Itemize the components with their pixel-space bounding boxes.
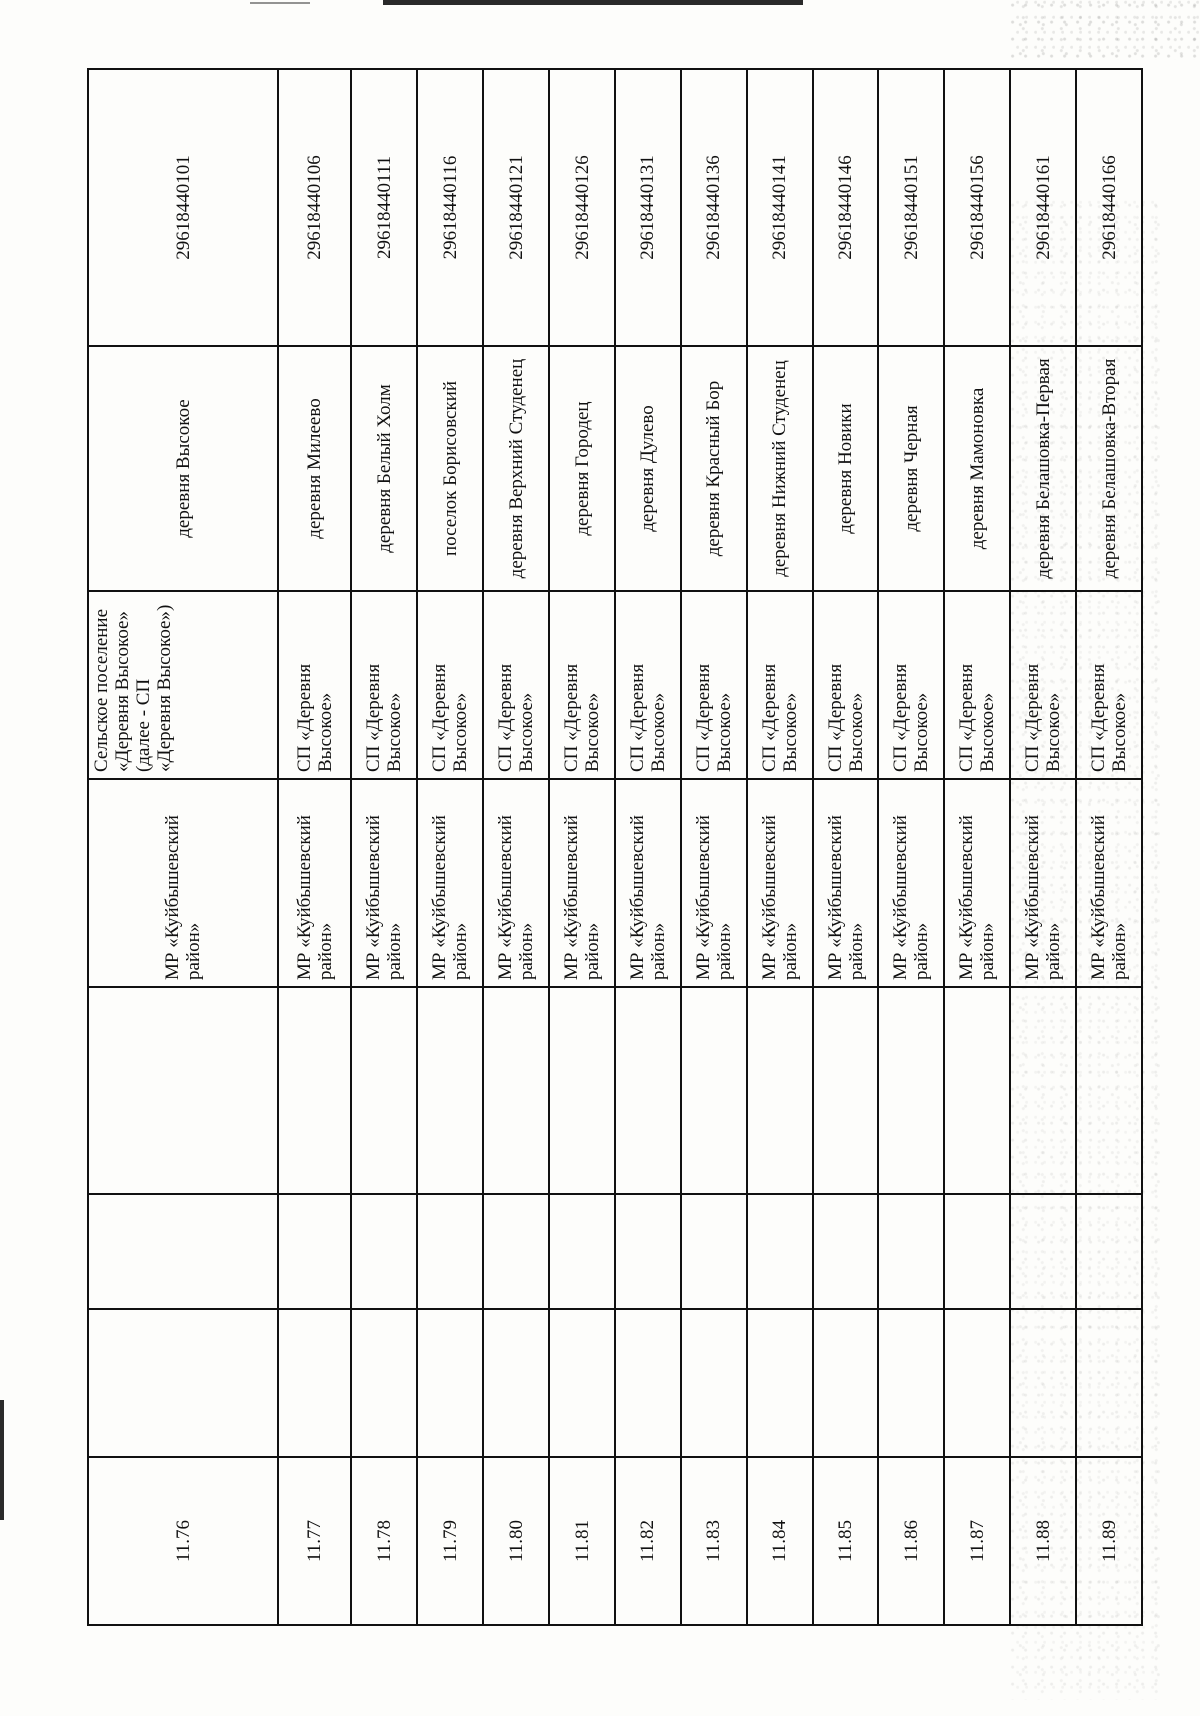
rotated-table-wrapper [87,70,1143,1626]
locality-name: деревня Белашовка-Первая [1010,346,1076,591]
empty-cell [747,987,813,1194]
empty-cell [1010,987,1076,1194]
municipal-district: МР «Куйбышевский район» [878,779,944,987]
locality-name: деревня Нижний Студенец [747,346,813,591]
empty-cell [1076,1194,1142,1309]
row-number: 11.87 [944,1457,1010,1625]
empty-cell [681,1194,747,1309]
oktmo-code: 29618440136 [681,69,747,346]
rural-settlement: СП «Деревня Высокое» [549,591,615,779]
table-row [549,69,615,1625]
locality-name: деревня Красный Бор [681,346,747,591]
table-row [681,69,747,1625]
empty-cell [417,987,483,1194]
row-number: 11.89 [1076,1457,1142,1625]
row-number: 11.76 [88,1457,278,1625]
row-number: 11.80 [483,1457,549,1625]
locality-name: деревня Новики [813,346,879,591]
table-row [88,69,278,1625]
empty-cell [813,987,879,1194]
oktmo-code: 29618440106 [278,69,351,346]
empty-cell [1076,1309,1142,1457]
empty-cell [417,1309,483,1457]
empty-cell [878,1194,944,1309]
rural-settlement: СП «Деревня Высокое» [615,591,681,779]
empty-cell [88,1194,278,1309]
oktmo-code: 29618440151 [878,69,944,346]
table-row [483,69,549,1625]
empty-cell [1010,1309,1076,1457]
rural-settlement: СП «Деревня Высокое» [1010,591,1076,779]
municipal-district: МР «Куйбышевский район» [615,779,681,987]
rural-settlement: СП «Деревня Высокое» [878,591,944,779]
empty-cell [747,1194,813,1309]
row-number: 11.85 [813,1457,879,1625]
table-row [278,69,351,1625]
oktmo-code: 29618440166 [1076,69,1142,346]
scan-line-top-left [250,2,310,4]
table-row [351,69,417,1625]
row-number: 11.88 [1010,1457,1076,1625]
municipal-district: МР «Куйбышевский район» [417,779,483,987]
empty-cell [878,987,944,1194]
locality-name: поселок Борисовский [417,346,483,591]
oktmo-code: 29618440126 [549,69,615,346]
empty-cell [351,987,417,1194]
rural-settlement: СП «Деревня Высокое» [351,591,417,779]
municipal-district: МР «Куйбышевский район» [88,779,278,987]
row-number: 11.82 [615,1457,681,1625]
oktmo-code: 29618440111 [351,69,417,346]
locality-name: деревня Высокое [88,346,278,591]
empty-cell [615,987,681,1194]
empty-cell [615,1309,681,1457]
row-number: 11.81 [549,1457,615,1625]
empty-cell [1010,1194,1076,1309]
empty-cell [483,987,549,1194]
municipal-district: МР «Куйбышевский район» [549,779,615,987]
rural-settlement: СП «Деревня Высокое» [278,591,351,779]
scan-line-top [383,0,803,5]
empty-cell [813,1309,879,1457]
row-number: 11.84 [747,1457,813,1625]
oktmo-code: 29618440156 [944,69,1010,346]
empty-cell [813,1194,879,1309]
table-row [615,69,681,1625]
empty-cell [278,1194,351,1309]
empty-cell [483,1309,549,1457]
empty-cell [681,987,747,1194]
locality-name: деревня Городец [549,346,615,591]
locality-name: деревня Мамоновка [944,346,1010,591]
empty-cell [747,1309,813,1457]
rural-settlement: СП «Деревня Высокое» [681,591,747,779]
rural-settlement: СП «Деревня Высокое» [483,591,549,779]
table-row [747,69,813,1625]
rural-settlement: СП «Деревня Высокое» [944,591,1010,779]
locality-name: деревня Белашовка-Вторая [1076,346,1142,591]
row-number: 11.83 [681,1457,747,1625]
empty-cell [351,1309,417,1457]
empty-cell [417,1194,483,1309]
table-row [1076,69,1142,1625]
rural-settlement: Сельское поселение «Деревня Высокое» (далее - СП «Деревня Высокое») [88,591,278,779]
rural-settlement: СП «Деревня Высокое» [747,591,813,779]
empty-cell [615,1194,681,1309]
scan-edge-left [0,1400,4,1520]
oktmo-code: 29618440131 [615,69,681,346]
empty-cell [681,1309,747,1457]
locality-name: деревня Черная [878,346,944,591]
settlements-table [87,68,1143,1626]
oktmo-code: 29618440101 [88,69,278,346]
municipal-district: МР «Куйбышевский район» [944,779,1010,987]
municipal-district: МР «Куйбышевский район» [681,779,747,987]
empty-cell [549,1309,615,1457]
locality-name: деревня Белый Холм [351,346,417,591]
locality-name: деревня Дулево [615,346,681,591]
row-number: 11.78 [351,1457,417,1625]
rural-settlement: СП «Деревня Высокое» [813,591,879,779]
rural-settlement: СП «Деревня Высокое» [417,591,483,779]
municipal-district: МР «Куйбышевский район» [351,779,417,987]
empty-cell [878,1309,944,1457]
municipal-district: МР «Куйбышевский район» [278,779,351,987]
locality-name: деревня Милеево [278,346,351,591]
scan-noise-top-right [1010,0,1200,60]
table-row [813,69,879,1625]
municipal-district: МР «Куйбышевский район» [1076,779,1142,987]
empty-cell [549,987,615,1194]
rural-settlement: СП «Деревня Высокое» [1076,591,1142,779]
empty-cell [351,1194,417,1309]
municipal-district: МР «Куйбышевский район» [483,779,549,987]
empty-cell [278,987,351,1194]
table-row [944,69,1010,1625]
row-number: 11.77 [278,1457,351,1625]
table-row [878,69,944,1625]
empty-cell [1076,987,1142,1194]
empty-cell [483,1194,549,1309]
municipal-district: МР «Куйбышевский район» [813,779,879,987]
oktmo-code: 29618440141 [747,69,813,346]
oktmo-code: 29618440146 [813,69,879,346]
empty-cell [278,1309,351,1457]
table-row [417,69,483,1625]
row-number: 11.79 [417,1457,483,1625]
municipal-district: МР «Куйбышевский район» [747,779,813,987]
oktmo-code: 29618440116 [417,69,483,346]
empty-cell [88,987,278,1194]
empty-cell [88,1309,278,1457]
table-row [1010,69,1076,1625]
oktmo-code: 29618440161 [1010,69,1076,346]
municipal-district: МР «Куйбышевский район» [1010,779,1076,987]
locality-name: деревня Верхний Студенец [483,346,549,591]
empty-cell [944,1309,1010,1457]
row-number: 11.86 [878,1457,944,1625]
empty-cell [944,1194,1010,1309]
empty-cell [549,1194,615,1309]
oktmo-code: 29618440121 [483,69,549,346]
empty-cell [944,987,1010,1194]
